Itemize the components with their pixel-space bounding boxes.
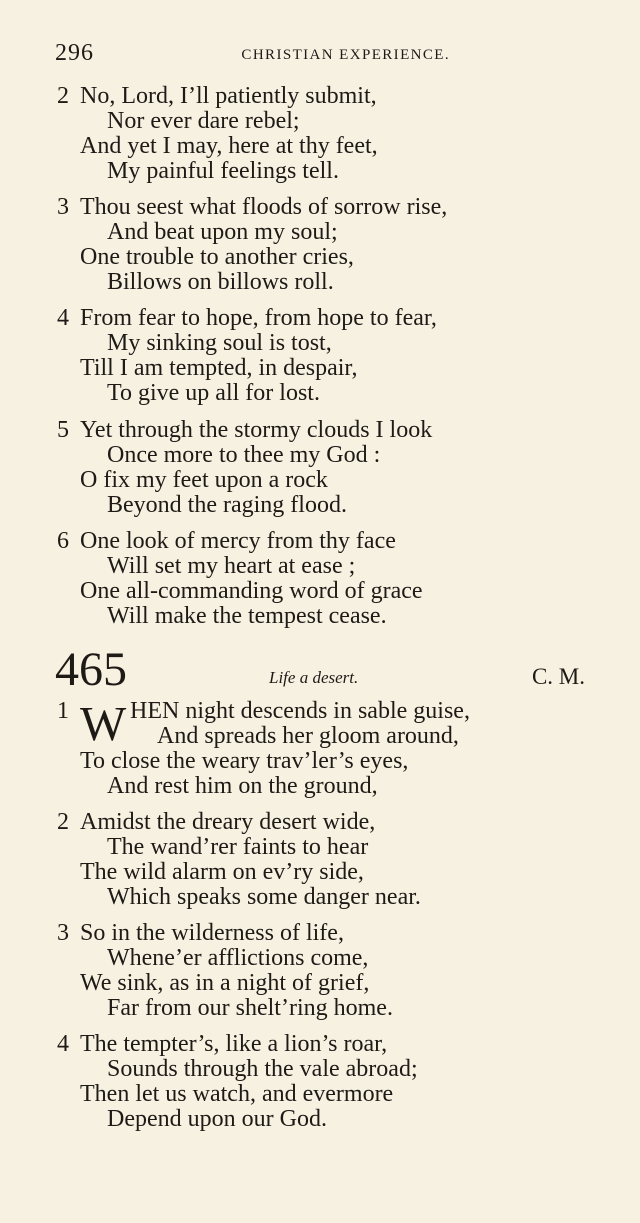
stanza-line [0,1057,640,1082]
stanza-line [0,159,640,184]
verse-line: Then let us watch, and evermore [80,1081,394,1107]
verse-line: Sounds through the vale abroad; [107,1056,418,1082]
stanza-line [0,835,640,860]
verse-line: Will set my heart at ease ; [107,553,356,579]
stanza-line [0,946,640,971]
stanza-line [0,604,640,629]
verse-line: Will make the tempest cease. [107,603,387,629]
verse-line: And spreads her gloom around, [157,723,459,749]
continued-stanza-2 [0,84,640,184]
stanza-line [0,109,640,134]
page-number: 296 [55,40,94,66]
verse-line: Billows on billows roll. [107,269,334,295]
hymn-meter: C. M. [531,664,585,689]
running-title: CHRISTIAN EXPERIENCE. [241,47,450,63]
stanza-line [0,971,640,996]
verse-line: Once more to thee my God : [107,442,381,468]
drop-cap: W [80,696,127,751]
verse-line: Which speaks some danger near. [107,884,421,910]
stanza-line [0,195,640,220]
stanza-number: 2 [57,809,69,835]
verse-line: The wild alarm on ev’ry side, [80,859,364,885]
continued-stanza-4 [0,306,640,406]
stanza-line [0,810,640,835]
verse-line: From fear to hope, from hope to fear, [80,305,437,331]
stanza-line [0,724,640,749]
stanza-line [0,1107,640,1132]
stanza-number: 4 [57,1031,69,1057]
verse-line: One trouble to another cries, [80,244,354,270]
verse-line: Thou seest what floods of sorrow rise, [80,194,448,220]
hymn-stanza-2 [0,810,640,910]
stanza-line [0,579,640,604]
hymn-title: Life a desert. [269,668,359,687]
stanza-line [0,554,640,579]
verse-line: My sinking soul is tost, [107,330,332,356]
stanza-line [0,493,640,518]
hymn-heading [55,643,585,696]
stanza-number: 5 [57,417,69,443]
stanza-line [0,529,640,554]
stanza-line [0,1082,640,1107]
verse-line: And rest him on the ground, [107,773,378,799]
stanza-number: 3 [57,920,69,946]
continued-stanza-6 [0,529,640,629]
stanza-number: 1 [57,698,69,724]
verse-line: Beyond the raging flood. [107,492,347,518]
verse-line: Amidst the dreary desert wide, [80,809,376,835]
stanza-line [0,270,640,295]
verse-line: HEN night descends in sable guise, [130,698,470,724]
verse-line: No, Lord, I’ll patiently submit, [80,83,377,109]
stanza-line [0,418,640,443]
continued-stanza-3 [0,195,640,295]
verse-line: Depend upon our God. [107,1106,327,1132]
verse-line: Till I am tempted, in despair, [80,355,358,381]
hymn-stanza-4 [0,1032,640,1132]
stanza-number: 4 [57,305,69,331]
stanza-line [0,774,640,799]
stanza-line [0,996,640,1021]
verse-line: Nor ever dare rebel; [107,108,300,134]
verse-line: And yet I may, here at thy feet, [80,133,378,159]
stanza-line [0,860,640,885]
stanza-line [0,749,640,774]
stanza-line [0,885,640,910]
verse-line: So in the wilderness of life, [80,920,344,946]
stanza-number: 6 [57,528,69,554]
stanza-line [0,443,640,468]
verse-line: To give up all for lost. [107,380,320,406]
stanza-number: 2 [57,83,69,109]
hymn-stanza-1 [0,696,640,799]
verse-line: One look of mercy from thy face [80,528,396,554]
verse-line: To close the weary trav’ler’s eyes, [80,748,409,774]
stanza-line [0,468,640,493]
stanza-line [0,356,640,381]
page-header [55,40,450,72]
stanza-line [0,245,640,270]
stanza-line [0,84,640,109]
stanza-line [0,921,640,946]
verse-line: And beat upon my soul; [107,219,338,245]
stanza-line [0,381,640,406]
stanza-line [0,306,640,331]
stanza-line [0,1032,640,1057]
verse-line: O fix my feet upon a rock [80,467,328,493]
verse-line: Yet through the stormy clouds I look [80,417,433,443]
continued-stanza-5 [0,418,640,518]
stanza-line [0,220,640,245]
verse-line: We sink, as in a night of grief, [80,970,370,996]
stanza-number: 3 [57,194,69,220]
verse-line: Far from our shelt’ring home. [107,995,393,1021]
verse-line: Whene’er afflictions come, [107,945,369,971]
stanza-line [0,134,640,159]
verse-line: The tempter’s, like a lion’s roar, [80,1031,388,1057]
hymn-number: 465 [55,643,127,696]
stanza-line [0,331,640,356]
verse-line: One all-commanding word of grace [80,578,423,604]
verse-line: My painful feelings tell. [107,158,339,184]
verse-line: The wand’rer faints to hear [107,834,369,860]
hymn-stanza-3 [0,921,640,1021]
